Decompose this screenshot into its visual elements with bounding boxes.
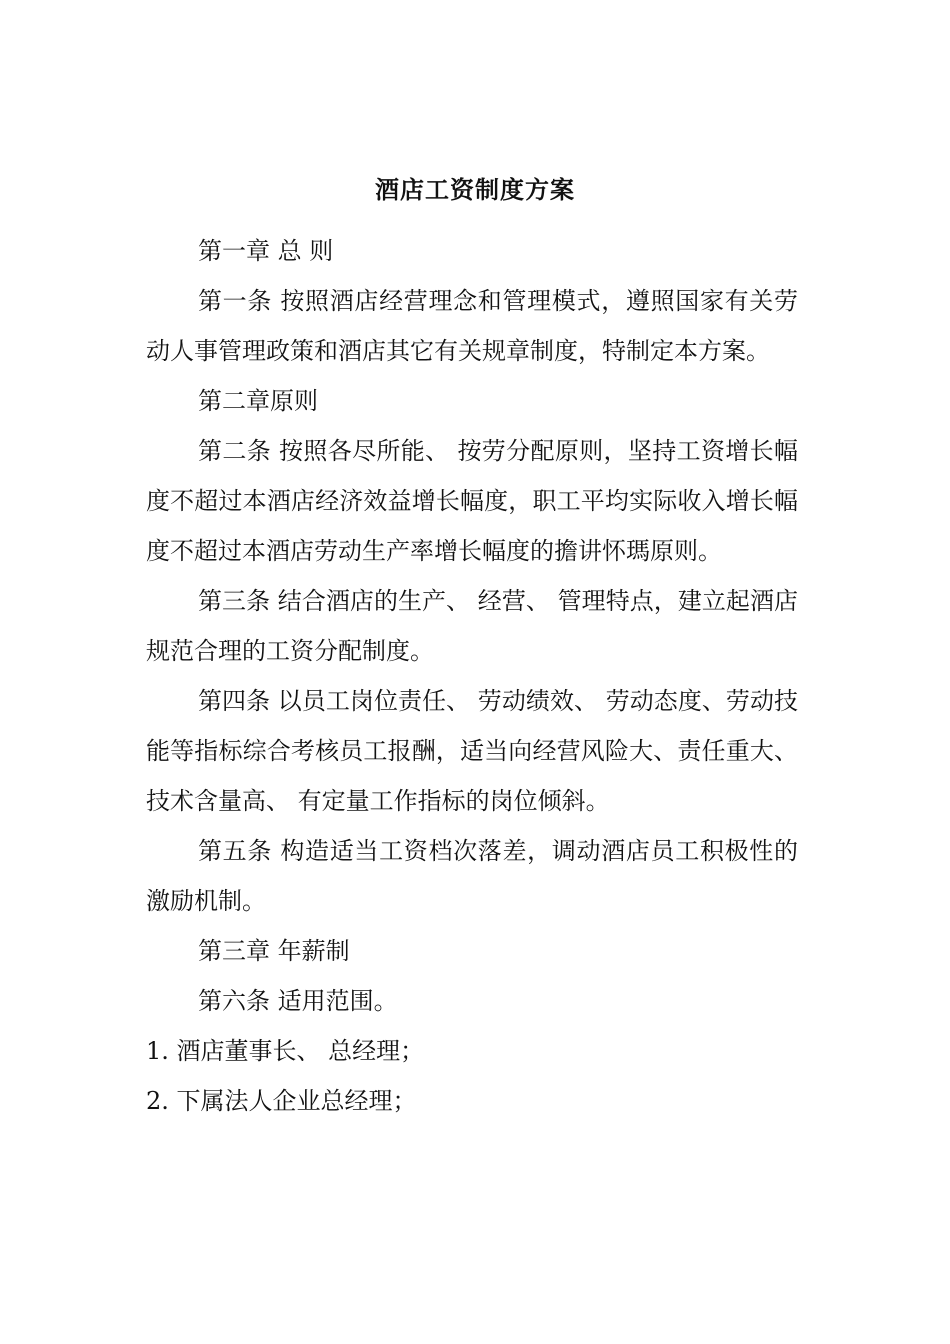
article-4: 第四条 以员工岗位责任、 劳动绩效、 劳动态度、劳动技能等指标综合考核员工报酬，适当向经营风险大、责任重大、 技术含量高、 有定量工作指标的岗位倾斜。 [146, 687, 798, 815]
article-3: 第三条 结合酒店的生产、 经营、 管理特点，建立起酒店规范合理的工资分配制度。 [146, 587, 798, 665]
document-title: 酒店工资制度方案 [375, 175, 575, 204]
chapter-heading-1: 第一章 总 则 [198, 237, 334, 265]
article-1: 第一条 按照酒店经营理念和管理模式，遵照国家有关劳动人事管理政策和酒店其它有关规章制度，特制定本方案。 [146, 287, 798, 365]
list-item-1: 1. 酒店董事长、 总经理； [146, 1037, 425, 1065]
list-item-2: 2. 下属法人企业总经理； [146, 1087, 417, 1115]
chapter-heading-3: 第三章 年薪制 [198, 937, 350, 965]
article-2: 第二条 按照各尽所能、 按劳分配原则，坚持工资增长幅度不超过本酒店经济效益增长幅度，职工平均实际收入增长幅度不超过本酒店劳动生产率增长幅度的擔讲怀瑪原则。 [146, 437, 798, 565]
article-6: 第六条 适用范围。 [198, 987, 398, 1015]
document-body [146, 226, 798, 1126]
chapter-heading-2: 第二章原则 [198, 387, 318, 415]
article-5: 第五条 构造适当工资档次落差，调动酒店员工积极性的激励机制。 [146, 837, 798, 915]
